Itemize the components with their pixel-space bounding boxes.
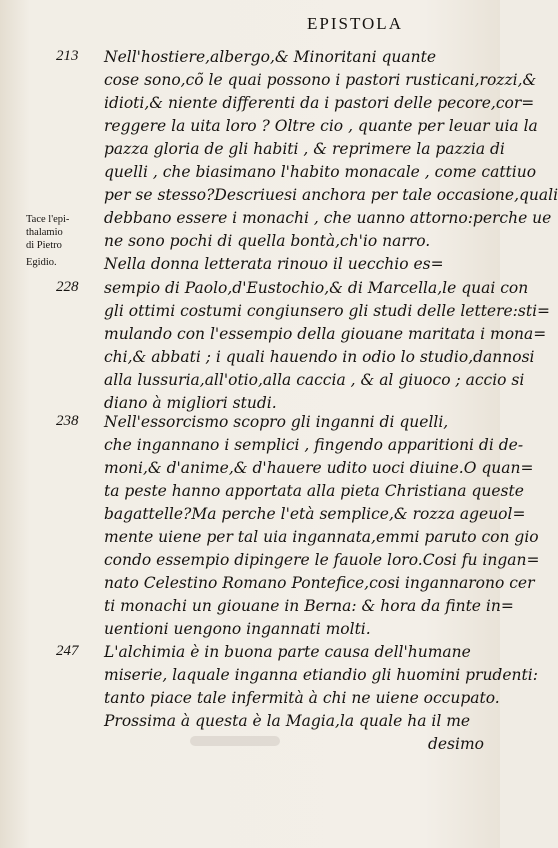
text-line: alla lussuria,all'otio,alla caccia , & al giuoco ; accio si	[104, 371, 525, 389]
text-line: chi,& abbati ; i quali hauendo in odio lo studio,dannosi	[104, 348, 535, 366]
text-line: ti monachi un giouane in Berna: & hora da finte in=	[104, 597, 514, 615]
text-line: miserie, laquale inganna etiandio gli huomini prudenti:	[104, 666, 538, 684]
text-line: uentioni uengono ingannati molti.	[104, 620, 371, 638]
text-line: sempio di Paolo,d'Eustochio,& di Marcella,le quai con	[104, 279, 529, 297]
text-line: reggere la uita loro ? Oltre cio , quante per leuar uia la	[104, 117, 538, 135]
page-header: EPISTOLA	[307, 14, 403, 33]
text-line: ta peste hanno apportata alla pieta Christiana queste	[104, 482, 524, 500]
text-line: che ingannano i semplici , fingendo apparitioni di de-	[104, 436, 524, 454]
paragraph-number: 247	[56, 643, 79, 659]
text-line: nato Celestino Romano Pontefice,cosi ingannarono cer	[104, 574, 535, 592]
paragraph-number: 238	[56, 413, 79, 429]
catchword: desimo	[427, 735, 484, 753]
text-line: L'alchimia è in buona parte causa dell'humane	[104, 643, 471, 661]
text-line: moni,& d'anime,& d'hauere udito uoci diuine.O quan=	[104, 459, 534, 477]
paragraph-number: 213	[56, 48, 79, 64]
text-line: mulando con l'essempio della giouane maritata i mona=	[104, 325, 547, 343]
text-line: quelli , che biasimano l'habito monacale , come cattiuo	[104, 163, 537, 181]
text-line: Nella donna letterata rinouo il uecchio es=	[104, 255, 444, 273]
text-line: bagattelle?Ma perche l'età semplice,& rozza ageuol=	[104, 505, 526, 523]
text-line: Prossima à questa è la Magia,la quale ha il me	[104, 712, 471, 730]
margin-note: thalamio	[26, 227, 63, 238]
text-line: cose sono,cõ le quai possono i pastori rusticani,rozzi,&	[104, 71, 537, 89]
text-line: pazza gloria de gli habiti , & reprimere la pazzia di	[104, 140, 505, 158]
text-line: idioti,& niente differenti da i pastori delle pecore,cor=	[104, 94, 535, 112]
text-line: Nell'essorcismo scopro gli inganni di quelli,	[104, 413, 449, 431]
text-line: gli ottimi costumi congiunsero gli studi delle lettere:sti=	[104, 302, 551, 320]
text-line: Nell'hostiere,albergo,& Minoritani quante	[104, 48, 437, 66]
paragraph-number: 228	[56, 279, 79, 295]
text-line: diano à migliori studi.	[104, 394, 277, 412]
text-line: per se stesso?Descriuesi anchora per tale occasione,quali	[104, 186, 558, 204]
ink-smudge	[190, 736, 280, 746]
margin-note: Egidio.	[26, 257, 57, 268]
text-line: ne sono pochi di quella bontà,ch'io narro.	[104, 232, 431, 250]
text-line: debbano essere i monachi , che uanno attorno:perche ue	[104, 209, 552, 227]
text-line: tanto piace tale infermità à chi ne uiene occupato.	[104, 689, 500, 707]
text-line: mente uiene per tal uia ingannata,emmi paruto con gio	[104, 528, 539, 546]
margin-note: di Pietro	[26, 240, 62, 251]
text-line: condo essempio dipingere le fauole loro.Cosi fu ingan=	[104, 551, 540, 569]
margin-note: Tace l'epi-	[26, 214, 70, 225]
